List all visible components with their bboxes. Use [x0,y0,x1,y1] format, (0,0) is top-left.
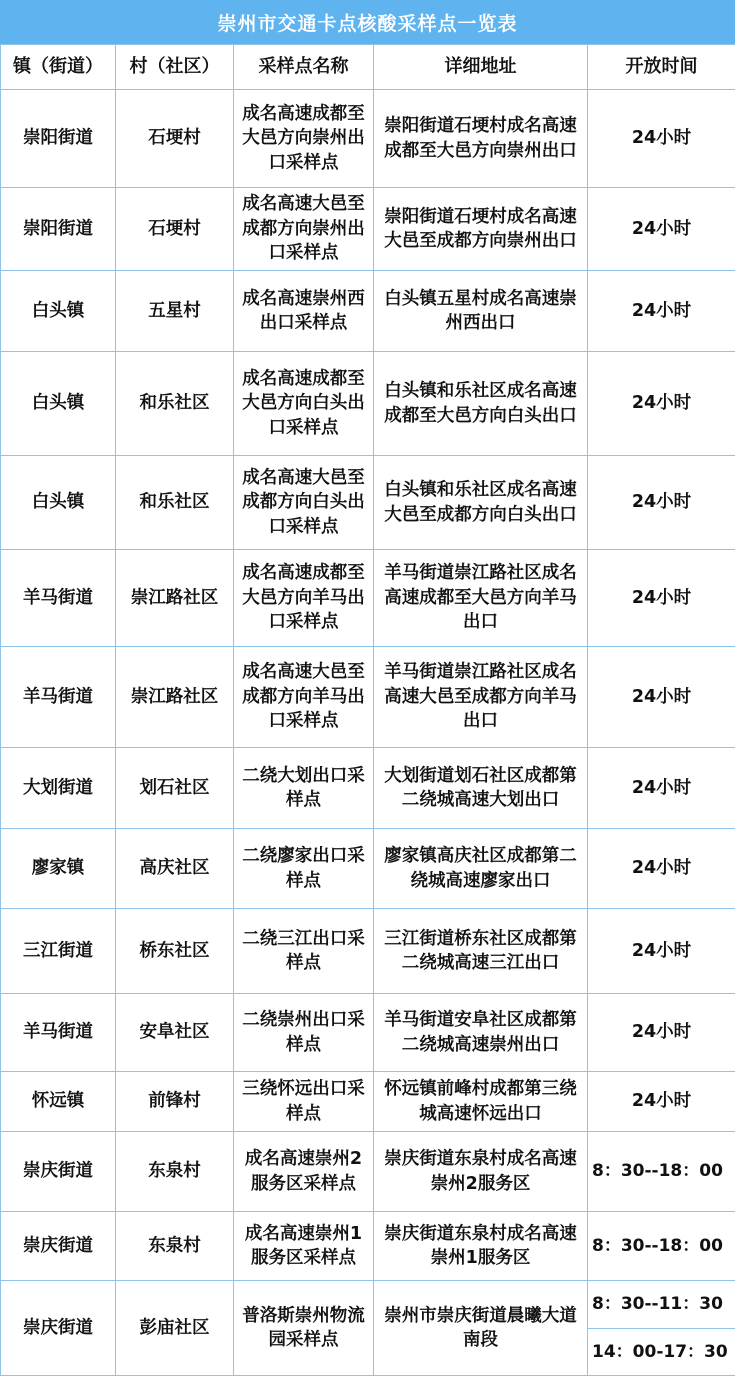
site-cell: 二绕崇州出口采样点 [234,994,374,1072]
table-row [1,1132,735,1212]
table-row [1,647,735,748]
town-cell: 白头镇 [1,352,116,456]
table-row [1,352,735,456]
village-cell: 前锋村 [116,1072,234,1132]
site-cell: 成名高速成都至大邑方向白头出口采样点 [234,352,374,456]
town-cell: 崇阳街道 [1,90,116,188]
header-row [1,45,735,90]
site-cell: 成名高速大邑至成都方向崇州出口采样点 [234,188,374,271]
table-row [1,748,735,829]
village-cell: 东泉村 [116,1132,234,1212]
address-cell: 崇庆街道东泉村成名高速崇州2服务区 [374,1132,588,1212]
site-cell: 普洛斯崇州物流园采样点 [234,1281,374,1376]
village-cell: 和乐社区 [116,456,234,550]
column-header-hours: 开放时间 [588,45,735,90]
town-cell: 崇庆街道 [1,1212,116,1281]
column-header-town: 镇（街道） [1,45,116,90]
site-cell: 成名高速大邑至成都方向羊马出口采样点 [234,647,374,748]
site-cell: 成名高速成都至大邑方向崇州出口采样点 [234,90,374,188]
table-row [1,456,735,550]
hours-cell: 24小时 [588,748,735,829]
column-header-village: 村（社区） [116,45,234,90]
table-row [1,271,735,352]
hours-cell: 24小时 [588,90,735,188]
address-cell: 白头镇五星村成名高速崇州西出口 [374,271,588,352]
town-cell: 白头镇 [1,271,116,352]
hours-cell: 24小时 [588,909,735,994]
hours-cell: 24小时 [588,550,735,647]
site-cell: 成名高速大邑至成都方向白头出口采样点 [234,456,374,550]
site-cell: 二绕廖家出口采样点 [234,829,374,909]
site-cell: 成名高速崇州西出口采样点 [234,271,374,352]
hours-cell-afternoon: 14：00-17：30 [588,1329,735,1376]
table-row [1,829,735,909]
town-cell: 崇庆街道 [1,1281,116,1376]
town-cell: 怀远镇 [1,1072,116,1132]
address-cell: 怀远镇前峰村成都第三绕城高速怀远出口 [374,1072,588,1132]
village-cell: 高庆社区 [116,829,234,909]
town-cell: 崇庆街道 [1,1132,116,1212]
hours-cell: 24小时 [588,456,735,550]
hours-cell: 24小时 [588,271,735,352]
village-cell: 桥东社区 [116,909,234,994]
site-cell: 成名高速崇州2服务区采样点 [234,1132,374,1212]
table-row [1,1212,735,1281]
address-cell: 大划街道划石社区成都第二绕城高速大划出口 [374,748,588,829]
address-cell: 三江街道桥东社区成都第二绕城高速三江出口 [374,909,588,994]
table-row [1,909,735,994]
town-cell: 三江街道 [1,909,116,994]
sampling-sites-table [0,44,735,1376]
hours-cell: 24小时 [588,994,735,1072]
town-cell: 羊马街道 [1,994,116,1072]
table-row [1,994,735,1072]
address-cell: 崇阳街道石埂村成名高速大邑至成都方向崇州出口 [374,188,588,271]
village-cell: 五星村 [116,271,234,352]
address-cell: 白头镇和乐社区成名高速大邑至成都方向白头出口 [374,456,588,550]
address-cell: 羊马街道安阜社区成都第二绕城高速崇州出口 [374,994,588,1072]
village-cell: 安阜社区 [116,994,234,1072]
hours-cell: 24小时 [588,188,735,271]
town-cell: 白头镇 [1,456,116,550]
site-cell: 三绕怀远出口采样点 [234,1072,374,1132]
village-cell: 石埂村 [116,90,234,188]
hours-cell: 24小时 [588,1072,735,1132]
address-cell: 廖家镇高庆社区成都第二绕城高速廖家出口 [374,829,588,909]
address-cell: 羊马街道崇江路社区成名高速大邑至成都方向羊马出口 [374,647,588,748]
column-header-site: 采样点名称 [234,45,374,90]
table-row [1,1072,735,1132]
table-row [1,1281,735,1329]
village-cell: 崇江路社区 [116,550,234,647]
hours-cell: 8：30--18：00 [588,1132,735,1212]
address-cell: 白头镇和乐社区成名高速成都至大邑方向白头出口 [374,352,588,456]
site-cell: 成名高速成都至大邑方向羊马出口采样点 [234,550,374,647]
table-row [1,550,735,647]
village-cell: 崇江路社区 [116,647,234,748]
village-cell: 和乐社区 [116,352,234,456]
town-cell: 廖家镇 [1,829,116,909]
address-cell: 崇庆街道东泉村成名高速崇州1服务区 [374,1212,588,1281]
town-cell: 崇阳街道 [1,188,116,271]
town-cell: 羊马街道 [1,550,116,647]
village-cell: 石埂村 [116,188,234,271]
village-cell: 东泉村 [116,1212,234,1281]
site-cell: 成名高速崇州1服务区采样点 [234,1212,374,1281]
address-cell: 崇州市崇庆街道晨曦大道南段 [374,1281,588,1376]
table-row [1,188,735,271]
page-title: 崇州市交通卡点核酸采样点一览表 [0,0,735,44]
site-cell: 二绕三江出口采样点 [234,909,374,994]
column-header-address: 详细地址 [374,45,588,90]
village-cell: 划石社区 [116,748,234,829]
hours-cell-morning: 8：30--11：30 [588,1281,735,1329]
town-cell: 大划街道 [1,748,116,829]
hours-cell: 24小时 [588,352,735,456]
hours-cell: 24小时 [588,829,735,909]
address-cell: 羊马街道崇江路社区成名高速成都至大邑方向羊马出口 [374,550,588,647]
site-cell: 二绕大划出口采样点 [234,748,374,829]
hours-cell: 8：30--18：00 [588,1212,735,1281]
village-cell: 彭庙社区 [116,1281,234,1376]
town-cell: 羊马街道 [1,647,116,748]
hours-cell: 24小时 [588,647,735,748]
address-cell: 崇阳街道石埂村成名高速成都至大邑方向崇州出口 [374,90,588,188]
table-row [1,90,735,188]
